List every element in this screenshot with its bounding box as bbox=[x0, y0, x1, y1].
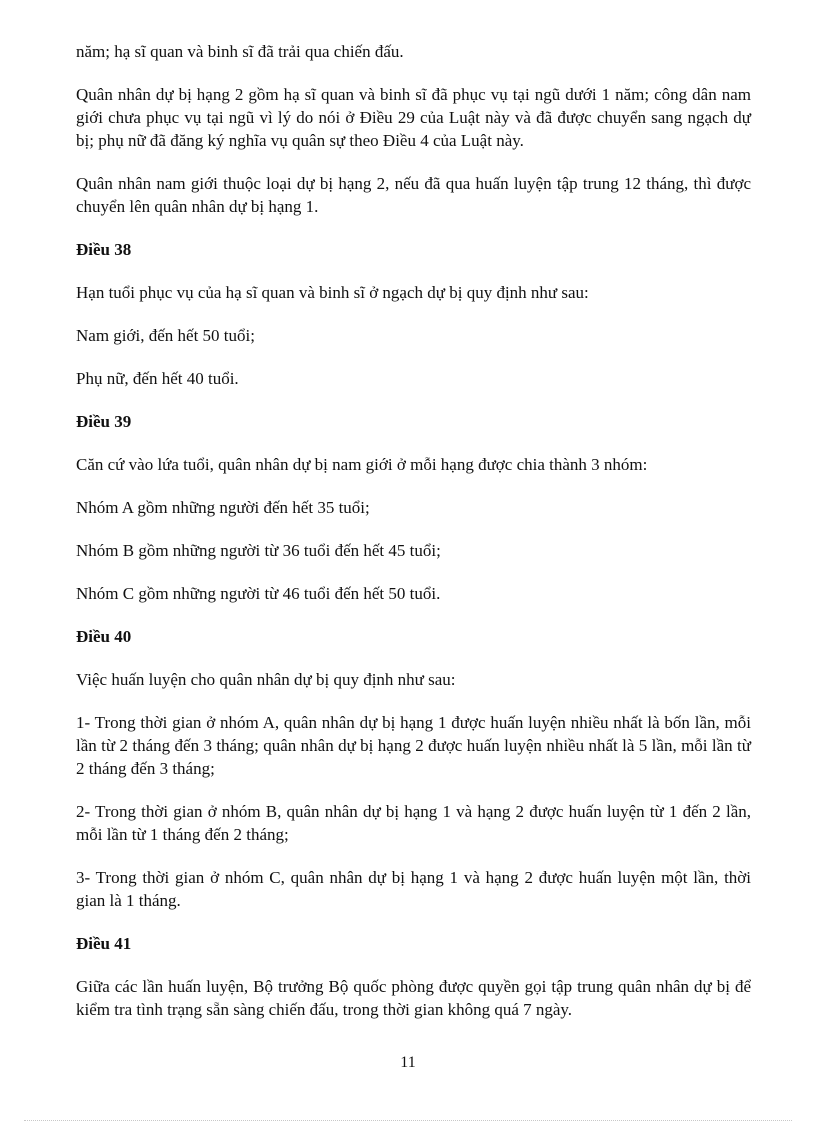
paragraph: Nhóm B gồm những người từ 36 tuổi đến hết 45 tuổi; bbox=[76, 541, 441, 560]
paragraph: Quân nhân dự bị hạng 2 gồm hạ sĩ quan và binh sĩ đã phục vụ tại ngũ dưới 1 năm; công dân nam giới chưa phục vụ tại ngũ vì lý do nói ở Điều 29 của Luật này và đã được chuyển sang ngạch dự bị; phụ nữ đã đăng ký nghĩa vụ quân sự theo Điều 4 của Luật này. bbox=[76, 85, 751, 150]
list-item: 1- Trong thời gian ở nhóm A, quân nhân dự bị hạng 1 được huấn luyện nhiều nhất là bốn lần, mỗi lần từ 2 tháng đến 3 tháng; quân nhân dự bị hạng 2 được huấn luyện nhiều nhất là 5 lần, mỗi lần từ 2 tháng đến 3 tháng; bbox=[76, 713, 751, 778]
paragraph: Quân nhân nam giới thuộc loại dự bị hạng 2, nếu đã qua huấn luyện tập trung 12 tháng, thì được chuyển lên quân nhân dự bị hạng 1. bbox=[76, 174, 751, 216]
article-heading: Điều 39 bbox=[76, 412, 132, 431]
page-number: 11 bbox=[400, 1054, 416, 1071]
list-item: 2- Trong thời gian ở nhóm B, quân nhân dự bị hạng 1 và hạng 2 được huấn luyện từ 1 đến 2 lần, mỗi lần từ 1 tháng đến 2 tháng; bbox=[76, 802, 751, 844]
list-item: 3- Trong thời gian ở nhóm C, quân nhân dự bị hạng 1 và hạng 2 được huấn luyện một lần, thời gian là 1 tháng. bbox=[76, 868, 751, 910]
paragraph: năm; hạ sĩ quan và binh sĩ đã trải qua chiến đấu. bbox=[76, 42, 404, 61]
paragraph: Giữa các lần huấn luyện, Bộ trưởng Bộ quốc phòng được quyền gọi tập trung quân nhân dự bị để kiểm tra tình trạng sẵn sàng chiến đấu, trong thời gian không quá 7 ngày. bbox=[76, 977, 751, 1019]
page-bottom-divider bbox=[24, 1120, 792, 1121]
article-heading: Điều 40 bbox=[76, 627, 132, 646]
paragraph: Căn cứ vào lứa tuổi, quân nhân dự bị nam giới ở mỗi hạng được chia thành 3 nhóm: bbox=[76, 455, 648, 474]
article-heading: Điều 38 bbox=[76, 240, 132, 259]
paragraph: Phụ nữ, đến hết 40 tuổi. bbox=[76, 369, 239, 388]
page-content bbox=[76, 40, 751, 1041]
paragraph: Nam giới, đến hết 50 tuổi; bbox=[76, 326, 255, 345]
paragraph: Nhóm A gồm những người đến hết 35 tuổi; bbox=[76, 498, 370, 517]
article-heading: Điều 41 bbox=[76, 934, 132, 953]
paragraph: Việc huấn luyện cho quân nhân dự bị quy định như sau: bbox=[76, 670, 456, 689]
paragraph: Hạn tuổi phục vụ của hạ sĩ quan và binh sĩ ở ngạch dự bị quy định như sau: bbox=[76, 283, 589, 302]
paragraph: Nhóm C gồm những người từ 46 tuổi đến hết 50 tuổi. bbox=[76, 584, 441, 603]
